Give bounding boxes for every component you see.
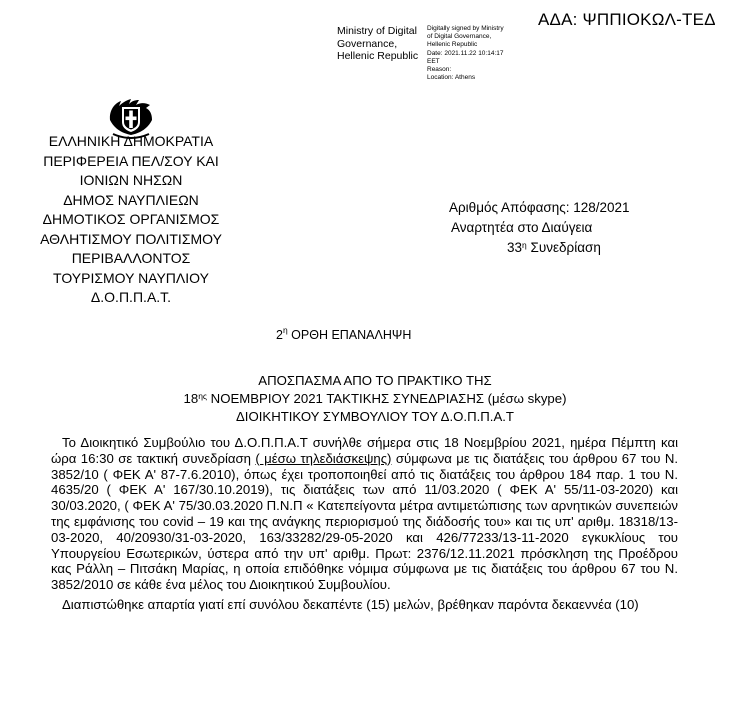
signature-detail-line: EET	[427, 57, 440, 65]
session-number-suffix: η	[522, 240, 527, 250]
issuer-header	[0, 132, 262, 308]
ada-code: ΑΔΑ: ΨΠΠΙΟΚΩΛ-ΤΕΔ	[538, 10, 716, 29]
header-line: ΔΗΜΟΣ ΝΑΥΠΛΙΕΩΝ	[63, 191, 199, 208]
session-number-value: 33	[507, 240, 523, 255]
document-title	[0, 372, 750, 426]
paragraph-meeting-convened	[51, 435, 678, 593]
title-line-2	[0, 390, 750, 408]
header-line: ΕΛΛΗΝΙΚΗ ΔΗΜΟΚΡΑΤΙΑ	[48, 133, 214, 149]
session-label: Συνεδρίαση	[526, 240, 601, 255]
header-line: ΠΕΡΙΒΑΛΛΟΝΤΟΣ	[71, 250, 191, 266]
title-line-3: ΔΙΟΙΚΗΤΙΚΟΥ ΣΥΜΒΟΥΛΙΟΥ ΤΟΥ Δ.Ο.Π.Π.Α.Τ	[236, 409, 514, 424]
signature-name-line: Hellenic Republic	[337, 50, 419, 62]
title-date-number: 18	[183, 391, 199, 406]
signature-details	[427, 25, 504, 82]
repetition-note	[276, 325, 412, 342]
header-line: Δ.Ο.Π.Π.Α.Τ.	[90, 289, 172, 305]
header-line: ΠΕΡΙΦΕΡΕΙΑ ΠΕΛ/ΣΟΥ ΚΑΙ	[43, 152, 219, 169]
header-line: ΑΘΛΗΤΙΣΜΟΥ ΠΟΛΙΤΙΣΜΟΥ	[40, 230, 222, 247]
header-line: ΔΗΜΟΤΙΚΟΣ ΟΡΓΑΝΙΣΜΟΣ	[42, 211, 220, 227]
repetition-text: ΟΡΘΗ ΕΠΑΝΑΛΗΨΗ	[287, 328, 412, 342]
paragraph-text: Το Διοικητικό Συμβούλιο του Δ.Ο.Π.Π.Α.Τ συνήλθε σήμερα στις 18 Νοεμβρίου 2021, ημέρα Πέμπτη και ώρα 16:30 σε τακτική συνεδρίαση	[51, 435, 678, 466]
title-line-1: ΑΠΟΣΠΑΣΜΑ ΑΠΟ ΤΟ ΠΡΑΚΤΙΚΟ ΤΗΣ	[258, 373, 492, 388]
minutes-body	[51, 435, 678, 613]
header-line: ΙΟΝΙΩΝ ΝΗΣΩΝ	[79, 172, 183, 188]
teleconference-note: ( μέσω τηλεδιάσκεψης)	[255, 450, 392, 466]
signature-detail-line: of Digital Governance,	[427, 33, 492, 41]
header-line: ΤΟΥΡΙΣΜΟΥ ΝΑΥΠΛΙΟΥ	[53, 269, 209, 286]
decision-number: Αριθμός Απόφασης: 128/2021	[449, 200, 630, 215]
signature-detail-line: Reason:	[427, 66, 452, 74]
paragraph-quorum: Διαπιστώθηκε απαρτία γιατί επί συνόλου δεκαπέντε (15) μελών, βρέθηκαν παρόντα δεκαεννέα (10)	[62, 596, 639, 612]
signature-name-line: Governance,	[337, 37, 398, 50]
title-date-suffix: ης	[198, 391, 208, 401]
session-number	[507, 238, 601, 258]
repetition-number: 2	[276, 328, 283, 342]
posted-on-diavgeia: Αναρτητέα στο Διαύγεια	[451, 220, 593, 235]
signature-detail-line: Date: 2021.11.22 10:14:17	[427, 49, 504, 57]
title-date-text: ΝΟΕΜΒΡΙΟΥ 2021 ΤΑΚΤΙΚΗΣ ΣΥΝΕΔΡΙΑΣΗΣ (μέσω skype)	[207, 391, 567, 406]
signature-name-line: Ministry of Digital	[337, 25, 417, 37]
signature-signer-name	[337, 25, 418, 63]
paragraph-text: σύμφωνα με τις διατάξεις του άρθρου 67 του Ν. 3852/10 ( ΦΕΚ Α' 87-7.6.2010), όπως έχει τροποποιηθεί από τις διατάξεις του άρθρου 184 παρ. 1 του Ν. 4635/20 ( ΦΕΚ Α' 167/30.10.2019), τις διατάξεις των από 11/03.2020 ( ΦΕΚ Α' 55/11-03-2020) και 30/03.2020, ( ΦΕΚ Α' 75/30.03.2020 Π.Ν.Π « Κατεπείγοντα μέτρα αντιμετώπισης των αρνητικών συνεπειών της εμφάνισης του covid – 19 και της ανάγκης περιορισμού της διάδοσής του» και τις υπ' αριθμ. 18318/13-03-2020, 40/20930/31-03-2020, 163/33282/29-05-2020 και 426/77233/13-11-2020 εγκυκλίους του Υπουργείου Εσωτερικών, ύστερα από την υπ' αριθμ. Πρωτ: 2376/12.11.2021 πρόσκληση της Προέδρου κας Ράλλη – Πιτσάκη Μαρίας, η οποία επιδόθηκε νόμιμα σύμφωνα με τις διατάξεις του άρθρου 67 του Ν. 3852/2010 σε κάθε ένα μέλος του Διοικητικού Συμβουλίου.	[51, 450, 679, 593]
signature-detail-line: Location: Athens	[427, 74, 476, 82]
signature-detail-line: Digitally signed by Ministry	[427, 25, 504, 32]
signature-detail-line: Hellenic Republic	[427, 41, 478, 49]
repetition-suffix: η	[282, 325, 288, 335]
